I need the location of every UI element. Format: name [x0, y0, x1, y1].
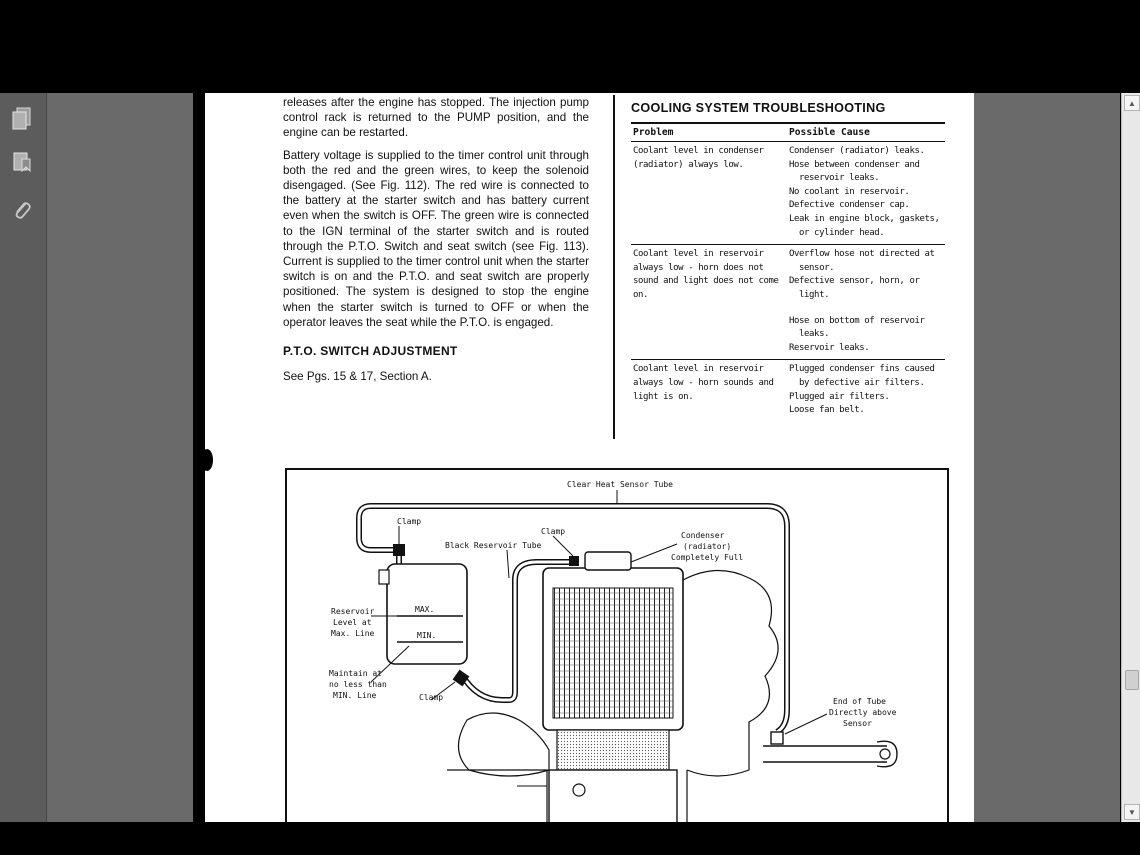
scroll-thumb[interactable] — [1125, 670, 1139, 690]
pto-heading: P.T.O. SWITCH ADJUSTMENT — [283, 344, 458, 359]
scroll-down-arrow-icon[interactable]: ▼ — [1124, 804, 1140, 820]
label-end-above: Directly above — [829, 708, 897, 717]
label-maintain-min: MIN. Line — [333, 691, 377, 700]
label-reservoir-max: Max. Line — [331, 629, 375, 638]
left-text-column — [283, 95, 589, 384]
cause-item: Overflow hose not directed at sensor. — [789, 249, 935, 273]
label-reservoir-level: Level at — [333, 618, 372, 627]
label-clear-tube: Clear Heat Sensor Tube — [567, 480, 673, 489]
top-black-bar — [0, 0, 1140, 93]
table-row — [631, 360, 945, 421]
cooling-system-diagram — [285, 468, 949, 822]
label-clamp-top: Clamp — [397, 517, 422, 526]
row-causes — [789, 248, 945, 355]
cause-item: Loose fan belt. — [789, 405, 865, 416]
diagram-illustration — [287, 470, 947, 822]
binding-notch — [201, 449, 213, 471]
row-causes — [789, 145, 945, 240]
label-end-sensor: Sensor — [843, 719, 872, 728]
label-clamp-condenser: Clamp — [541, 527, 566, 536]
table-row — [631, 142, 945, 244]
label-max: MAX. — [415, 605, 435, 614]
cause-item: Defective condenser cap. — [789, 200, 910, 211]
table-row — [631, 245, 945, 359]
cause-item: Defective sensor, horn, or light. — [789, 276, 920, 300]
document-page — [193, 93, 974, 822]
label-condenser-full: Completely Full — [671, 553, 744, 562]
bookmarks-icon[interactable] — [8, 149, 36, 177]
label-maintain: Maintain at — [329, 669, 382, 678]
cause-item: Reservoir leaks. — [789, 342, 870, 353]
column-divider — [613, 95, 615, 439]
label-maintain-less: no less than — [329, 680, 387, 689]
label-reservoir: Reservoir — [331, 607, 375, 616]
label-condenser: Condenser — [681, 531, 725, 540]
scroll-up-arrow-icon[interactable]: ▲ — [1124, 95, 1140, 111]
troubleshooting-title: COOLING SYSTEM TROUBLESHOOTING — [631, 101, 886, 115]
label-condenser-radiator: (radiator) — [683, 542, 732, 551]
header-cause: Possible Cause — [789, 127, 870, 138]
cause-item: No coolant in reservoir. — [789, 186, 910, 197]
row-causes — [789, 363, 945, 417]
cause-item: Plugged air filters. — [789, 391, 890, 402]
row-problem: Coolant level in reservoir always low - horn does not sound and light does not come on. — [633, 249, 779, 300]
label-end-tube: End of Tube — [833, 697, 886, 706]
vertical-scrollbar[interactable] — [1121, 93, 1140, 822]
label-clamp-reservoir: Clamp — [419, 693, 444, 702]
cause-item: Hose between condenser and reservoir leaks. — [789, 159, 920, 184]
navigation-sidebar — [0, 93, 47, 822]
pto-reference: See Pgs. 15 & 17, Section A. — [283, 370, 432, 384]
cause-item: Hose on bottom of reservoir leaks. — [789, 315, 925, 340]
paragraph-2: Battery voltage is supplied to the timer control unit through both the red and the green wires, to keep the solenoid disengaged. (See Fig. 112). The red wire is connected to the battery at the starter switch and has battery current even when the switch is OFF. The green wire is connected to the IGN terminal of the starter switch and is routed through the P.T.O. Switch and seat switch (see Fig. 113). Current is supplied to the timer control unit when the starter switch is on and the P.T.O. and seat switch are properly positioned. The system is designed to stop the engine when the starter switch is turned to OFF or when the operator leaves the seat while the P.T.O. is engaged. — [283, 148, 589, 329]
attachments-icon[interactable] — [8, 195, 36, 223]
label-black-tube: Black Reservoir Tube — [445, 541, 542, 550]
header-problem: Problem — [633, 127, 674, 138]
paragraph-1: releases after the engine has stopped. The injection pump control rack is returned to the PUMP position, and the engine can be restarted. — [283, 96, 589, 140]
table-header — [631, 124, 945, 141]
cause-item: Condenser (radiator) leaks. — [789, 146, 925, 156]
row-problem: Coolant level in condenser (radiator) always low. — [633, 146, 764, 170]
troubleshooting-table — [631, 101, 945, 422]
cause-item: Leak in engine block, gaskets, or cylinder head. — [789, 213, 940, 238]
pages-icon[interactable] — [8, 105, 36, 133]
cause-item: Plugged condenser fins caused by defective air filters. — [789, 364, 935, 388]
bottom-black-bar — [0, 822, 1140, 855]
row-problem: Coolant level in reservoir always low - horn sounds and light is on. — [633, 364, 774, 402]
label-min: MIN. — [417, 631, 437, 640]
